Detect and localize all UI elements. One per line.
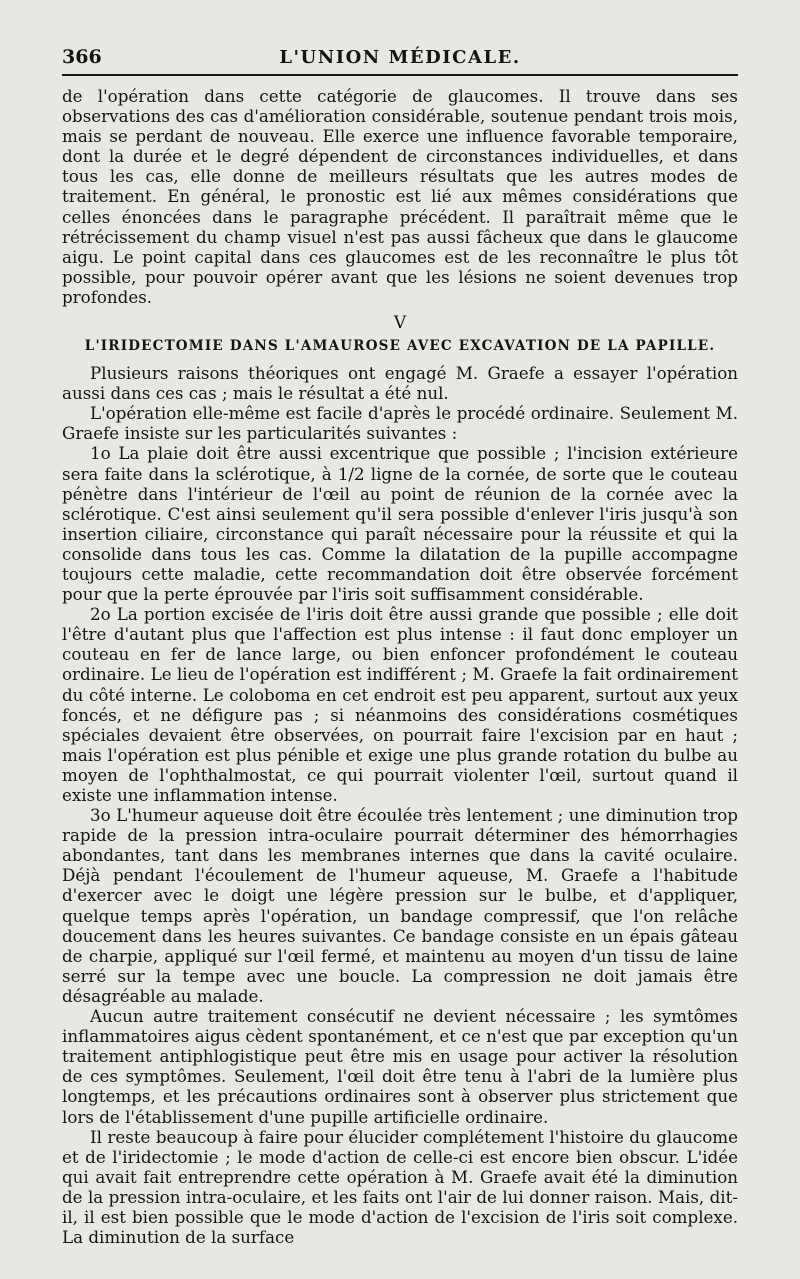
- paragraph: 2o La portion excisée de l'iris doit être aussi grande que possible ; elle doit l'être d'autant plus que l'affection est plus intense : il faut donc employer un couteau en fer de lance large, ou bien enfoncer profondément le couteau ordinaire. Le lieu de l'opération est indifférent ; M. Graefe la fait ordinairement du côté interne. Le coloboma en cet endroit est peu apparent, surtout aux yeux foncés, et ne défigure pas ; si néanmoins des considérations cosmétiques spéciales devaient être observées, on pourrait faire l'excision par en haut ; mais l'opération est plus pénible et exige une plus grande rotation du bulbe au moyen de l'ophthalmostat, ce qui pourrait violenter l'œil, surtout quand il existe une inflammation intense.: [62, 604, 738, 805]
- running-title: L'UNION MÉDICALE.: [279, 47, 521, 68]
- section-title: L'IRIDECTOMIE DANS L'AMAUROSE AVEC EXCAVATION DE LA PAPILLE.: [84, 338, 716, 355]
- page-header: [62, 46, 738, 76]
- paragraph: Aucun autre traitement consécutif ne devient nécessaire ; les symtômes inflammatoires aigus cèdent spontanément, et ce n'est que par exception qu'un traitement antiphlogistique peut être mis en usage pour activer la résolution de ces symptômes. Seulement, l'œil doit être tenu à l'abri de la lumière plus longtemps, et les précautions ordinaires sont à observer plus strictement que lors de l'établissement d'une pupille artificielle ordinaire.: [62, 1006, 738, 1127]
- section-number: V: [393, 313, 407, 334]
- intro-paragraph: de l'opération dans cette catégorie de glaucomes. Il trouve dans ses observations des cas d'amélioration considérable, soutenue pendant trois mois, mais se perdant de nouveau. Elle exerce une influence favorable temporaire, dont la durée et le degré dépendent de circonstances individuelles, et dans tous les cas, elle donne de meilleurs résultats que les autres modes de traitement. En général, le pronostic est lié aux mêmes considérations que celles énoncées dans le paragraphe précédent. Il paraîtrait même que le rétrécissement du champ visuel n'est pas aussi fâcheux que dans le glaucome aigu. Le point capital dans ces glaucomes est de les reconnaître le plus tôt possible, pour pouvoir opérer avant que les lésions ne soient devenues trop profondes.: [62, 86, 738, 307]
- paragraph: 1o La plaie doit être aussi excentrique que possible ; l'incision extérieure sera faite dans la sclérotique, à 1/2 ligne de la cornée, de sorte que le couteau pénètre dans l'intérieur de l'œil au point de réunion de la cornée avec la sclérotique. C'est ainsi seulement qu'il sera possible d'enlever l'iris jusqu'à son insertion ciliaire, circonstance qui paraît nécessaire pour la réussite et qui la consolide dans tous les cas. Comme la dilatation de la pupille accompagne toujours cette maladie, cette recommandation doit être observée forcément pour que la perte éprouvée par l'iris soit suffisamment considérable.: [62, 443, 738, 605]
- paragraph: Plusieurs raisons théoriques ont engagé M. Graefe a essayer l'opération aussi dans ces cas ; mais le résultat a été nul.: [62, 363, 738, 404]
- paragraph: L'opération elle-même est facile d'après le procédé ordinaire. Seulement M. Graefe insiste sur les particularités suivantes :: [62, 403, 738, 444]
- page-number: 366: [62, 46, 102, 68]
- page-body: [62, 86, 738, 1247]
- paragraph: Il reste beaucoup à faire pour élucider complétement l'histoire du glaucome et de l'iridectomie ; le mode d'action de celle-ci est encore bien obscur. L'idée qui avait fait entreprendre cette opération à M. Graefe avait été la diminution de la pression intra-oculaire, et les faits ont l'air de lui donner raison. Mais, dit-il, il est bien possible que le mode d'action de l'excision de l'iris soit complexe. La diminution de la surface: [62, 1126, 738, 1248]
- paragraph: 3o L'humeur aqueuse doit être écoulée très lentement ; une diminution trop rapide de la pression intra-oculaire pourrait déterminer des hémorrhagies abondantes, tant dans les membranes internes que dans la cavité oculaire. Déjà pendant l'écoulement de l'humeur aqueuse, M. Graefe a l'habitude d'exercer avec le doigt une légère pression sur le bulbe, et d'appliquer, quelque temps après l'opération, un bandage compressif, que l'on relâche doucement dans les heures suivantes. Ce bandage consiste en un épais gâteau de charpie, appliqué sur l'œil fermé, et maintenu au moyen d'un tissu de laine serré sur la tempe avec une boucle. La compression ne doit jamais être désagréable au malade.: [62, 805, 738, 1006]
